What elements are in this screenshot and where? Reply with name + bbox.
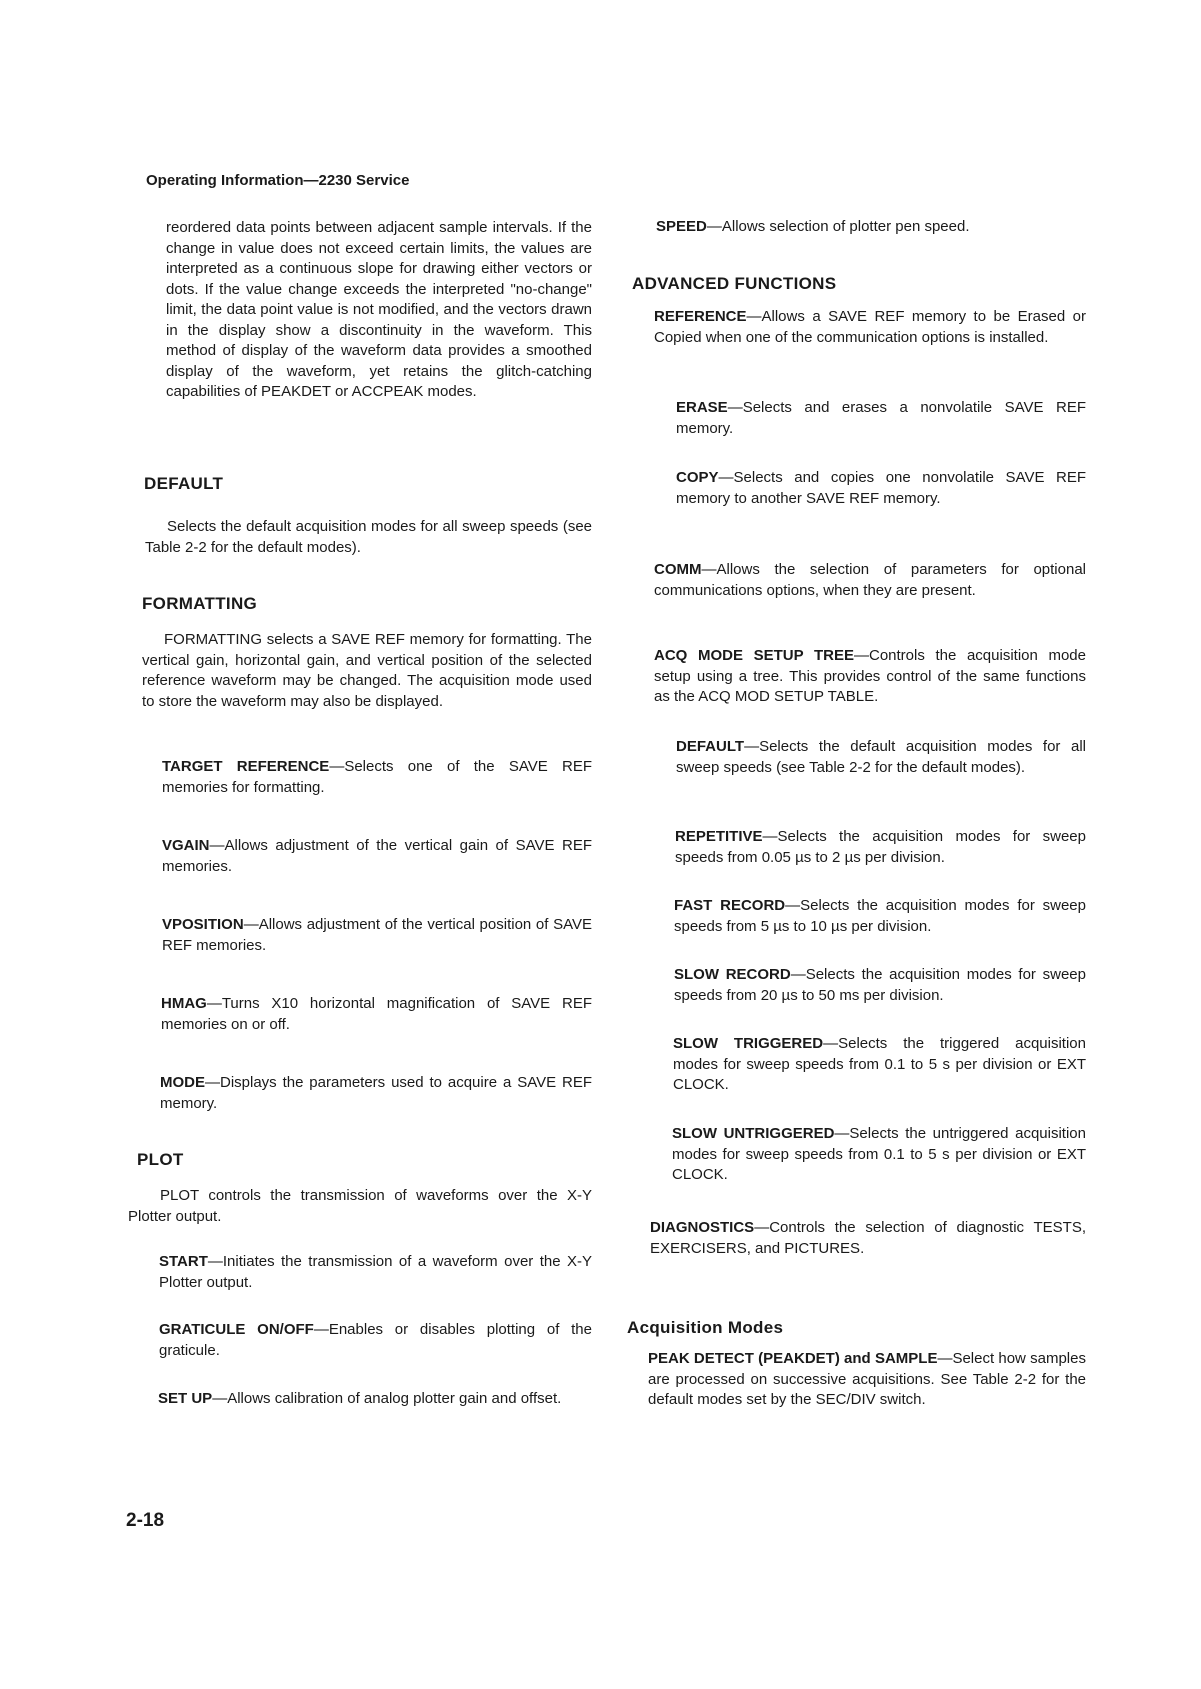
slow-untriggered-term: SLOW UNTRIGGERED — [672, 1125, 835, 1142]
graticule-item — [159, 1320, 592, 1361]
peak-detect-text: —Select how samples are processed on successive acquisitions. See Table 2-2 for the default modes set by the SEC/DIV switch. — [648, 1350, 1086, 1408]
slow-untriggered-item — [672, 1124, 1086, 1186]
default-mode-text: —Selects the default acquisition modes for all sweep speeds (see Table 2-2 for the default modes). — [676, 738, 1086, 776]
fast-record-item — [674, 896, 1086, 937]
repetitive-term: REPETITIVE — [675, 828, 763, 845]
plot-heading: PLOT — [137, 1150, 184, 1169]
start-term: START — [159, 1253, 208, 1270]
slow-triggered-term: SLOW TRIGGERED — [673, 1035, 824, 1052]
slow-record-item — [674, 965, 1086, 1006]
hmag-term: HMAG — [161, 995, 207, 1012]
peak-detect-item — [648, 1349, 1086, 1411]
slow-triggered-item — [673, 1034, 1086, 1096]
target-reference-term: TARGET REFERENCE — [162, 758, 330, 775]
diagnostics-term: DIAGNOSTICS — [650, 1219, 755, 1236]
mode-item — [160, 1073, 592, 1114]
repetitive-item — [675, 827, 1086, 868]
vgain-text: —Allows adjustment of the vertical gain of SAVE REF memories. — [162, 837, 592, 875]
default-mode-item — [676, 737, 1086, 778]
copy-term: COPY — [676, 469, 719, 486]
speed-item — [656, 217, 1086, 238]
formatting-heading: FORMATTING — [142, 594, 258, 613]
diagnostics-item — [650, 1218, 1086, 1259]
peak-detect-term: PEAK DETECT (PEAKDET) and SAMPLE — [648, 1350, 938, 1367]
reference-text: —Allows a SAVE REF memory to be Erased or Copied when one of the communication options is installed. — [654, 308, 1086, 346]
slow-untriggered-text: —Selects the untriggered acquisition modes for sweep speeds from 0.1 to 5 s per division or EXT CLOCK. — [672, 1125, 1086, 1183]
setup-text: —Allows calibration of analog plotter gain and offset. — [212, 1390, 562, 1407]
vposition-term: VPOSITION — [162, 916, 244, 933]
comm-item — [654, 560, 1086, 601]
mode-text: —Displays the parameters used to acquire a SAVE REF memory. — [160, 1074, 592, 1112]
copy-item — [676, 468, 1086, 509]
slow-record-text: —Selects the acquisition modes for sweep speeds from 20 µs to 50 ms per division. — [674, 966, 1086, 1004]
repetitive-text: —Selects the acquisition modes for sweep speeds from 0.05 µs to 2 µs per division. — [675, 828, 1086, 866]
acq-mode-setup-tree-text: —Controls the acquisition mode setup using a tree. This provides control of the same functions as the ACQ MOD SETUP TABLE. — [654, 647, 1086, 705]
vgain-term: VGAIN — [162, 837, 210, 854]
vgain-item — [162, 836, 592, 877]
setup-item — [158, 1389, 592, 1410]
hmag-item — [161, 994, 592, 1035]
default-paragraph: Selects the default acquisition modes for all sweep speeds (see Table 2-2 for the default modes). — [145, 518, 592, 556]
formatting-paragraph: FORMATTING selects a SAVE REF memory for formatting. The vertical gain, horizontal gain, and vertical position of the selected reference waveform may be changed. The acquisition mode used to store the waveform may also be displayed. — [142, 631, 592, 710]
comm-text: —Allows the selection of parameters for optional communications options, when they are present. — [654, 561, 1086, 599]
advanced-functions-heading: ADVANCED FUNCTIONS — [632, 274, 837, 293]
acq-mode-setup-tree-term: ACQ MODE SETUP TREE — [654, 647, 854, 664]
page-number: 2-18 — [126, 1510, 165, 1531]
running-header: Operating Information—2230 Service — [146, 172, 410, 189]
hmag-text: —Turns X10 horizontal magnification of SAVE REF memories on or off. — [161, 995, 592, 1033]
acquisition-modes-heading: Acquisition Modes — [627, 1318, 784, 1337]
graticule-term: GRATICULE ON/OFF — [159, 1321, 314, 1338]
slow-triggered-text: —Selects the triggered acquisition modes for sweep speeds from 0.1 to 5 s per division or EXT CLOCK. — [673, 1035, 1086, 1093]
fast-record-term: FAST RECORD — [674, 897, 786, 914]
vposition-item — [162, 915, 592, 956]
setup-term: SET UP — [158, 1390, 213, 1407]
speed-text: —Allows selection of plotter pen speed. — [706, 218, 970, 235]
mode-term: MODE — [160, 1074, 205, 1091]
reference-item — [654, 307, 1086, 348]
plot-paragraph: PLOT controls the transmission of waveforms over the X-Y Plotter output. — [128, 1187, 592, 1225]
copy-text: —Selects and copies one nonvolatile SAVE REF memory to another SAVE REF memory. — [676, 469, 1086, 507]
target-reference-item — [162, 757, 592, 798]
reference-term: REFERENCE — [654, 308, 747, 325]
erase-term: ERASE — [676, 399, 728, 416]
erase-item — [676, 398, 1086, 439]
start-text: —Initiates the transmission of a waveform over the X-Y Plotter output. — [159, 1253, 592, 1291]
fast-record-text: —Selects the acquisition modes for sweep speeds from 5 µs to 10 µs per division. — [674, 897, 1086, 935]
diagnostics-text: —Controls the selection of diagnostic TESTS, EXERCISERS, and PICTURES. — [650, 1219, 1086, 1257]
target-reference-text: —Selects one of the SAVE REF memories for formatting. — [162, 758, 592, 796]
vposition-text: —Allows adjustment of the vertical position of SAVE REF memories. — [162, 916, 592, 954]
erase-text: —Selects and erases a nonvolatile SAVE REF memory. — [676, 399, 1086, 437]
acq-mode-setup-tree-item — [654, 646, 1086, 708]
speed-term: SPEED — [656, 218, 707, 235]
graticule-text: —Enables or disables plotting of the graticule. — [159, 1321, 592, 1359]
intro-paragraph: reordered data points between adjacent sample intervals. If the change in value does not exceed certain limits, the values are interpreted as a continuous slope for drawing either vectors or dots. If the value change exceeds the interpreted "no-change" limit, the data point value is not modified, and the vectors drawn in the display show a discontinuity in the waveform. This method of display of the waveform data provides a smoothed display of the waveform, yet retains the glitch-catching capabilities of PEAKDET or ACCPEAK modes. — [166, 219, 592, 400]
default-heading: DEFAULT — [144, 474, 224, 493]
slow-record-term: SLOW RECORD — [674, 966, 791, 983]
default-mode-term: DEFAULT — [676, 738, 745, 755]
start-item — [159, 1252, 592, 1293]
comm-term: COMM — [654, 561, 702, 578]
